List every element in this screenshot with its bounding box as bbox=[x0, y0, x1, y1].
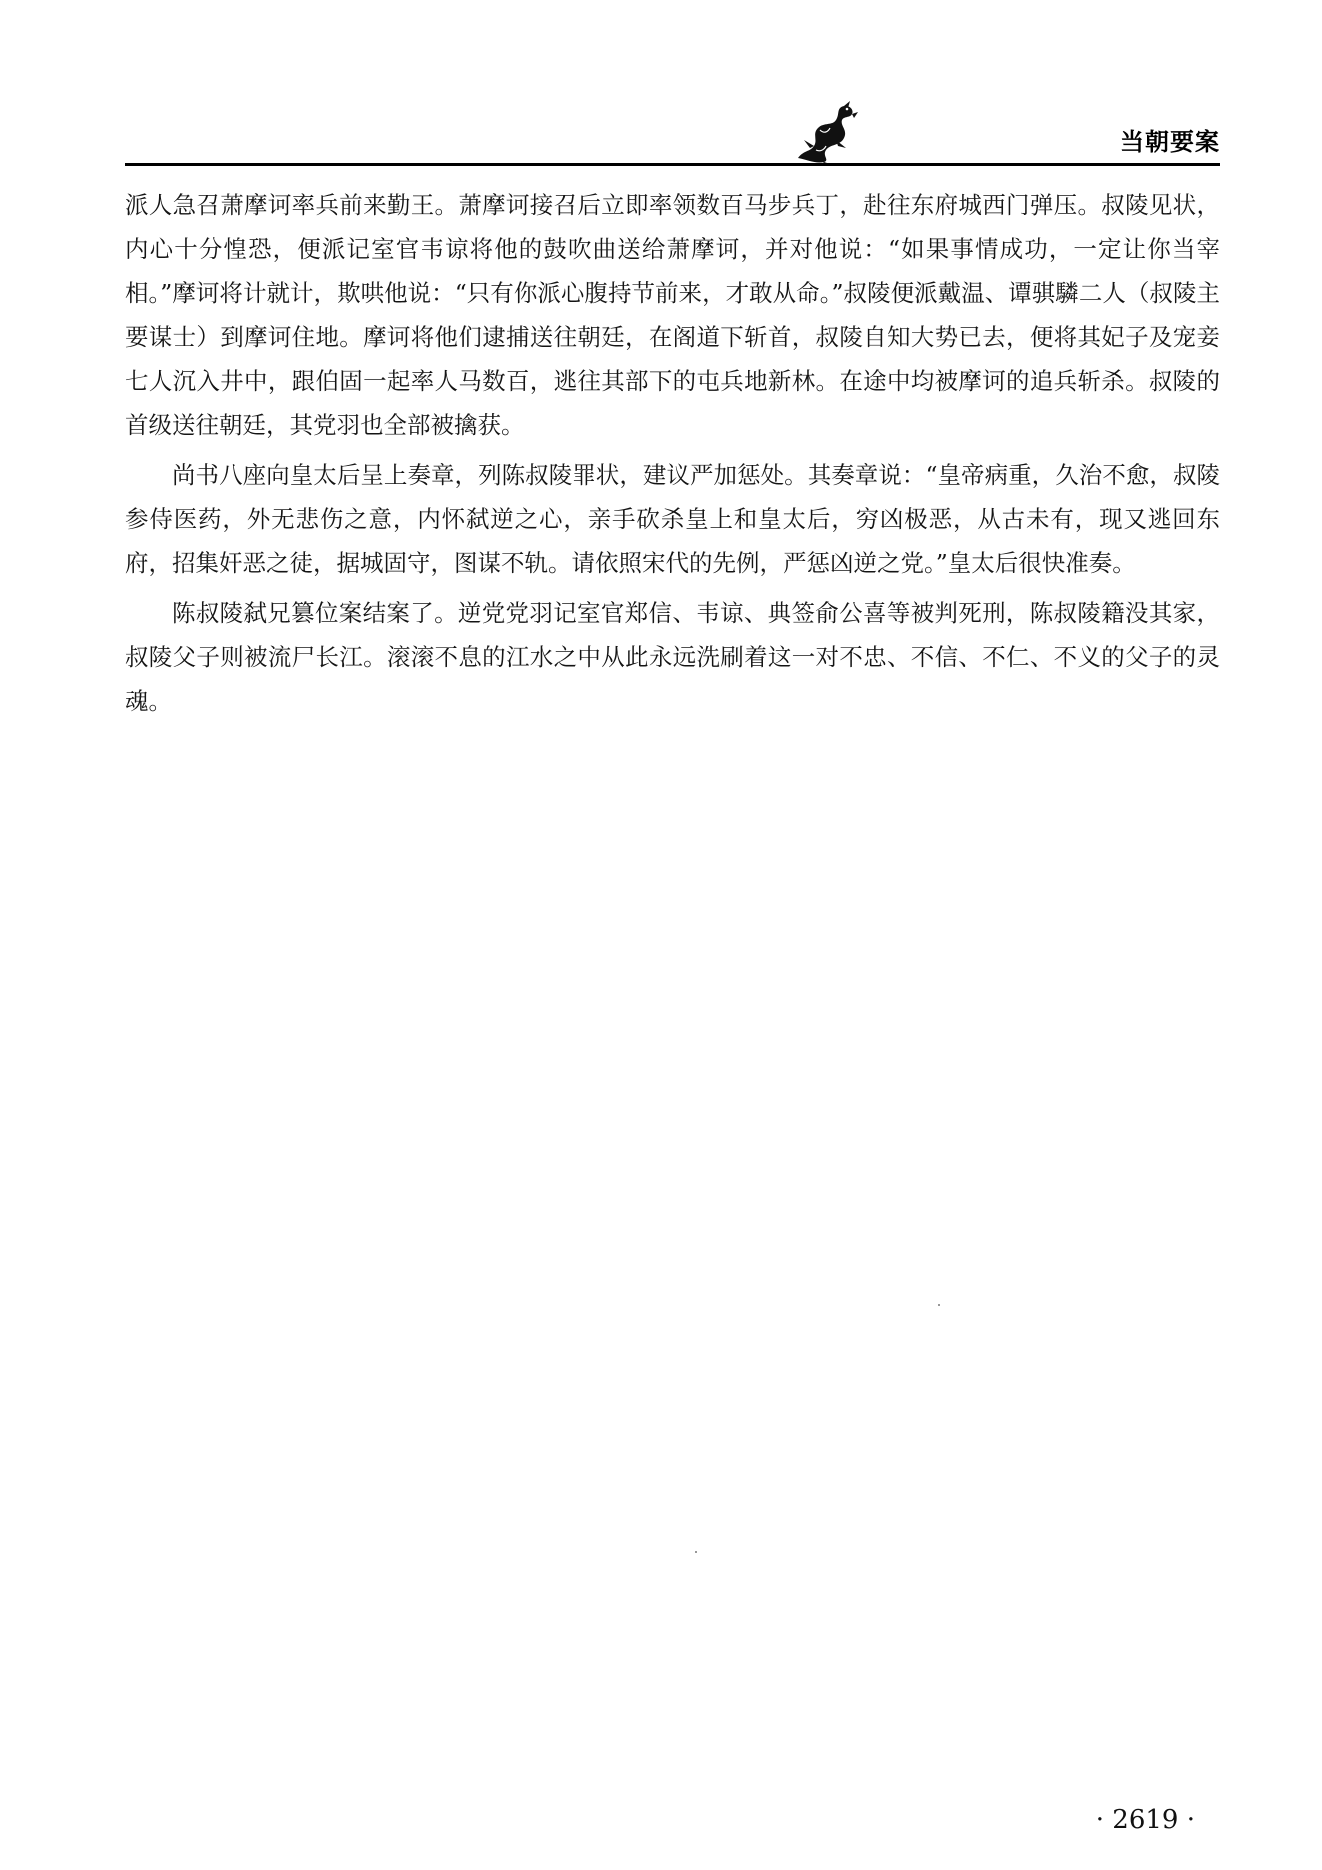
page-header bbox=[0, 0, 1322, 170]
running-head: 当朝要案 bbox=[1120, 128, 1220, 156]
paragraph-1: 派人急召萧摩诃率兵前来勤王。萧摩诃接召后立即率领数百马步兵丁，赴往东府城西门弹压。叔陵见状，内心十分惶恐，便派记室官韦谅将他的鼓吹曲送给萧摩诃，并对他说：“如果事情成功，一定让你当宰相。”摩诃将计就计，欺哄他说：“只有你派心腹持节前来，才敢从命。”叔陵便派戴温、谭骐驎二人（叔陵主要谋士）到摩诃住地。摩诃将他们逮捕送往朝廷，在阁道下斩首，叔陵自知大势已去，便将其妃子及宠妾七人沉入井中，跟伯固一起率人马数百，逃往其部下的屯兵地新林。在途中均被摩诃的追兵斩杀。叔陵的首级送往朝廷，其党羽也全部被擒获。 bbox=[125, 191, 1220, 439]
page-number: · 2619 · bbox=[1095, 1805, 1195, 1835]
paragraph-3: 陈叔陵弑兄篡位案结案了。逆党党羽记室官郑信、韦谅、典签俞公喜等被判死刑，陈叔陵籍没其家，叔陵父子则被流尸长江。滚滚不息的江水之中从此永远洗刷着这一对不忠、不信、不仁、不义的父子的灵魂。 bbox=[125, 599, 1220, 715]
scan-speck bbox=[695, 1551, 697, 1553]
header-rule bbox=[125, 163, 1220, 166]
paragraph-2: 尚书八座向皇太后呈上奏章，列陈叔陵罪状，建议严加惩处。其奏章说：“皇帝病重，久治不愈，叔陵参侍医药，外无悲伤之意，内怀弑逆之心，亲手砍杀皇上和皇太后，穷凶极恶，从古未有，现又逃回东府，招集奸恶之徒，据城固守，图谋不轨。请依照宋代的先例，严惩凶逆之党。”皇太后很快准奏。 bbox=[125, 461, 1220, 577]
body-text bbox=[125, 183, 1220, 729]
dragon-icon bbox=[790, 100, 860, 166]
scan-speck bbox=[938, 1304, 940, 1306]
